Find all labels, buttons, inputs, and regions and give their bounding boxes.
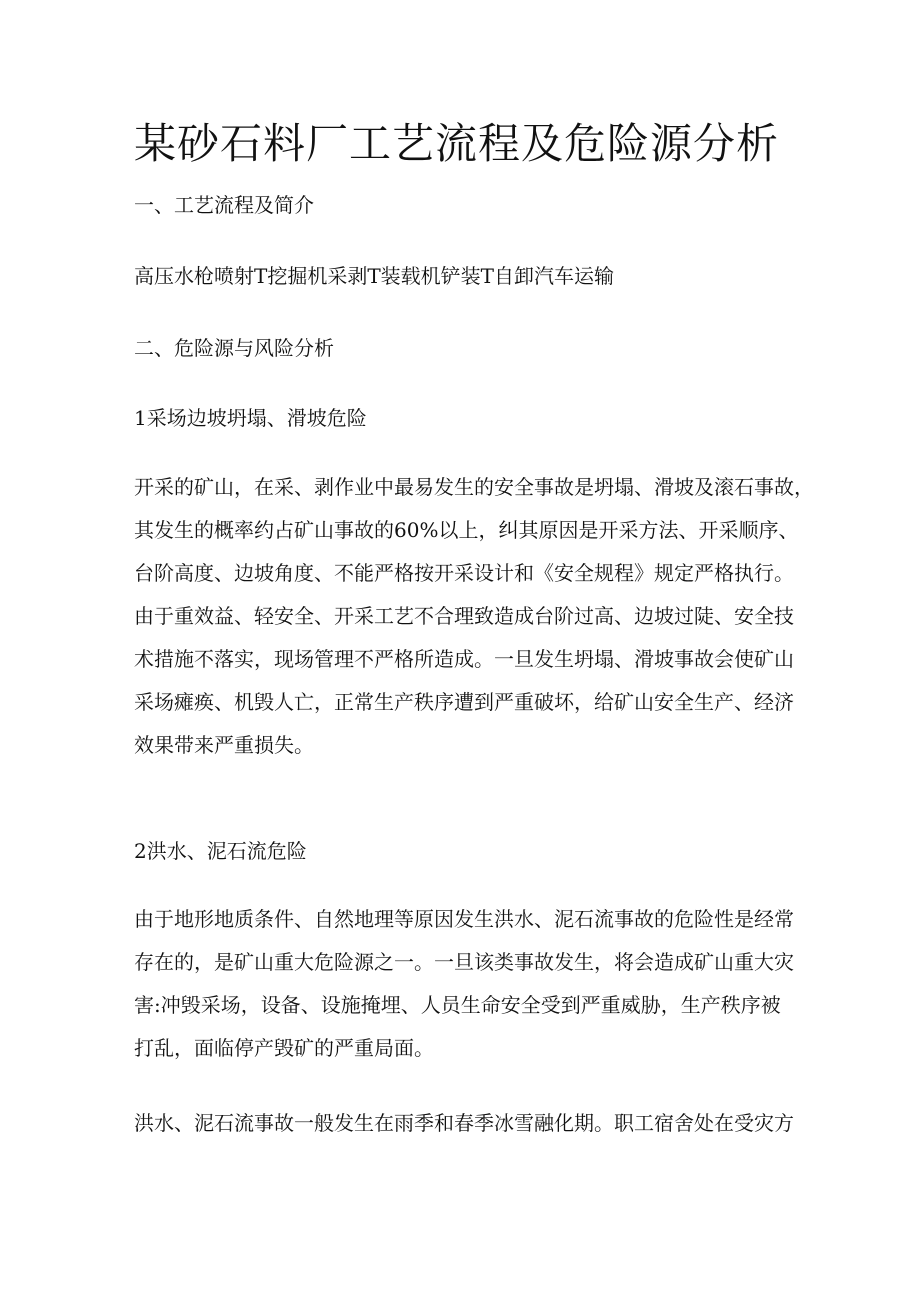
paragraph-line: 洪水、泥石流事故一般发生在雨季和春季冰雪融化期。职工宿舍处在受灾方 (134, 1111, 794, 1135)
paragraph-flood-season (134, 1102, 814, 1145)
paragraph-line: 打乱，面临停产毁矿的严重局面。 (134, 1036, 434, 1060)
paragraph-flood-debris (134, 898, 814, 1070)
paragraph-line: 台阶高度、边坡角度、不能严格按开采设计和《安全规程》规定严格执行。 (134, 561, 794, 585)
paragraph-line: 害:冲毁采场，设备、设施掩埋、人员生命安全受到严重威胁，生产秩序被 (134, 993, 781, 1017)
subsection-heading-slope-collapse: 1采场边坡坍塌、滑坡危险 (134, 406, 367, 430)
paragraph-line: 采场瘫痪、机毁人亡，正常生产秩序遭到严重破坏，给矿山安全生产、经济 (134, 690, 794, 714)
process-flow-text: 高压水枪喷射T挖掘机采剥T装载机铲装T自卸汽车运输 (134, 264, 615, 288)
paragraph-line: 由于地形地质条件、自然地理等原因发生洪水、泥石流事故的危险性是经常 (134, 907, 794, 931)
paragraph-line: 其发生的概率约占矿山事故的60%以上，纠其原因是开采方法、开采顺序、 (134, 518, 799, 542)
section-heading-process: 一、工艺流程及简介 (134, 193, 314, 217)
paragraph-slope-collapse (134, 466, 814, 767)
subsection-heading-flood-debris: 2洪水、泥石流危险 (134, 839, 307, 863)
paragraph-line: 术措施不落实，现场管理不严格所造成。一旦发生坍塌、滑坡事故会使矿山 (134, 647, 794, 671)
paragraph-line: 效果带来严重损失。 (134, 733, 314, 757)
section-heading-hazards: 二、危险源与风险分析 (134, 336, 334, 360)
paragraph-line: 由于重效益、轻安全、开采工艺不合理致造成台阶过高、边坡过陡、安全技 (134, 604, 794, 628)
paragraph-line: 存在的，是矿山重大危险源之一。一旦该类事故发生，将会造成矿山重大灾 (134, 950, 794, 974)
document-title: 某砂石料厂工艺流程及危险源分析 (134, 119, 780, 168)
paragraph-line: 开采的矿山，在采、剥作业中最易发生的安全事故是坍塌、滑坡及滚石事故， (134, 475, 814, 499)
